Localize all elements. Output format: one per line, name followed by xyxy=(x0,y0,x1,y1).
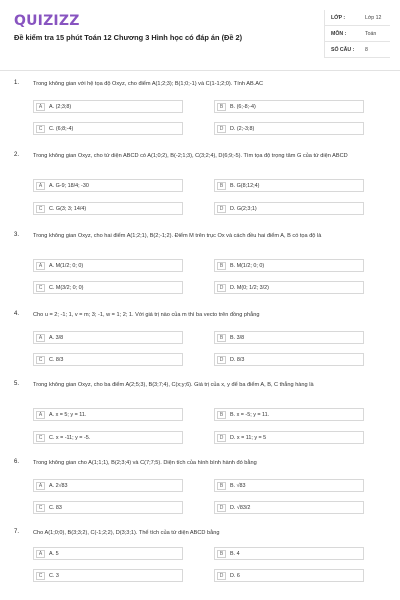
meta-box xyxy=(324,10,390,58)
option-text: B. G(8;12;4) xyxy=(230,183,260,189)
option-d[interactable] xyxy=(214,122,364,135)
option-b[interactable] xyxy=(214,547,364,560)
meta-value: Lớp 12 xyxy=(365,15,382,21)
option-b[interactable] xyxy=(214,179,364,192)
option-text: A. 3/8 xyxy=(49,335,64,341)
option-letter: A xyxy=(36,334,45,342)
option-d[interactable] xyxy=(214,569,364,582)
option-text: C. 3 xyxy=(49,573,59,579)
question-number: 5. xyxy=(14,381,20,387)
option-text: D. x = 11; y = 5 xyxy=(230,435,267,441)
option-letter: D xyxy=(217,572,226,580)
option-letter: B xyxy=(217,334,226,342)
option-text: A. M(1/2; 0; 0) xyxy=(49,263,84,269)
question-number: 4. xyxy=(14,311,20,317)
option-letter: C xyxy=(36,434,45,442)
option-text: D. √83/2 xyxy=(230,505,251,511)
quizizz-logo: QUIZIZZ xyxy=(14,13,80,29)
meta-label: SỐ CÂU : xyxy=(331,47,355,53)
option-b[interactable] xyxy=(214,408,364,421)
option-letter: B xyxy=(217,182,226,190)
option-text: A. G-9; 18/4; -30 xyxy=(49,183,89,189)
option-a[interactable] xyxy=(33,479,183,492)
question-number: 7. xyxy=(14,529,20,535)
option-text: D. M(0; 1/2; 3/2) xyxy=(230,285,269,291)
question-text: Trong không gian Oxyz, cho ba điểm A(2;5;3), B(3;7;4), C(x;y;6). Giá trị của x, y để ba điểm A, B, C thẳng hàng là xyxy=(33,382,314,388)
option-text: B. 4 xyxy=(230,551,240,557)
option-letter: D xyxy=(217,284,226,292)
option-a[interactable] xyxy=(33,259,183,272)
option-letter: A xyxy=(36,482,45,490)
option-a[interactable] xyxy=(33,547,183,560)
option-text: D. 8/3 xyxy=(230,357,245,363)
option-letter: B xyxy=(217,262,226,270)
header-divider xyxy=(0,70,400,71)
question-text: Trong không gian Oxyz, cho hai điểm A(1;2;1), B(2;-1;2). Điểm M trên trục Ox và cách đều hai điểm A, B có tọa độ là xyxy=(33,233,322,239)
document-title: Đề kiểm tra 15 phút Toán 12 Chương 3 Hình học có đáp án (Đề 2) xyxy=(14,33,243,42)
question-number: 2. xyxy=(14,152,20,158)
option-c[interactable] xyxy=(33,202,183,215)
meta-value: Toán xyxy=(365,31,377,37)
option-text: B. x = -5; y = 11. xyxy=(230,412,270,418)
question-number: 3. xyxy=(14,232,20,238)
option-text: C. 83 xyxy=(49,505,62,511)
option-d[interactable] xyxy=(214,353,364,366)
option-d[interactable] xyxy=(214,501,364,514)
option-c[interactable] xyxy=(33,431,183,444)
question-number: 1. xyxy=(14,80,20,86)
option-letter: A xyxy=(36,182,45,190)
option-c[interactable] xyxy=(33,569,183,582)
option-letter: C xyxy=(36,572,45,580)
option-text: C. G(3; 3; 14/4) xyxy=(49,206,87,212)
option-b[interactable] xyxy=(214,479,364,492)
option-text: A. 5 xyxy=(49,551,59,557)
option-d[interactable] xyxy=(214,431,364,444)
option-letter: A xyxy=(36,550,45,558)
option-letter: D xyxy=(217,434,226,442)
question-text: Cho u = 2; -1; 1, v = m; 3; -1, w = 1; 2; 1. Với giá trị nào của m thì ba vecto trên đồng phẳng xyxy=(33,312,260,318)
option-letter: B xyxy=(217,103,226,111)
option-b[interactable] xyxy=(214,331,364,344)
option-b[interactable] xyxy=(214,100,364,113)
option-letter: A xyxy=(36,103,45,111)
option-letter: B xyxy=(217,482,226,490)
question-text: Cho A(1;0;0), B(3;3;2), C(-1;2;2), D(3;3;1). Thể tích của tứ diện ABCD bằng xyxy=(33,530,220,536)
option-c[interactable] xyxy=(33,501,183,514)
question-text: Trong không gian với hệ tọa độ Oxyz, cho điểm A(1;2;3); B(1;0;-1) và C(1-1;2;0). Tính AB.AC xyxy=(33,81,264,87)
option-text: C. M(3/2; 0; 0) xyxy=(49,285,84,291)
option-a[interactable] xyxy=(33,331,183,344)
option-c[interactable] xyxy=(33,353,183,366)
question-text: Trong không gian Oxyz, cho tứ diện ABCD có A(1;0;2), B(-2;1;3), C(3;2;4), D(6;9;-5). Tìm tọa độ trọng tâm G của tứ diện ABCD xyxy=(33,153,348,159)
option-letter: C xyxy=(36,284,45,292)
option-text: D. (2;-3;8) xyxy=(230,126,255,132)
option-text: A. 2√83 xyxy=(49,483,68,489)
option-letter: D xyxy=(217,125,226,133)
option-text: B. √83 xyxy=(230,483,246,489)
meta-value: 8 xyxy=(365,47,368,53)
option-letter: D xyxy=(217,205,226,213)
option-letter: D xyxy=(217,356,226,364)
option-text: D. G(2;3;1) xyxy=(230,206,257,212)
option-letter: B xyxy=(217,411,226,419)
option-c[interactable] xyxy=(33,122,183,135)
header xyxy=(0,0,400,64)
question-text: Trong không gian cho A(1;1;1), B(2;3;4) và C(7;7;5). Diện tích của hình bình hành đó bằng xyxy=(33,460,257,466)
option-letter: A xyxy=(36,262,45,270)
option-letter: C xyxy=(36,504,45,512)
option-text: C. 8/3 xyxy=(49,357,64,363)
option-text: C. x = -11; y = -5. xyxy=(49,435,91,441)
meta-row-count xyxy=(325,42,390,58)
option-text: C. (6;8;-4) xyxy=(49,126,74,132)
option-text: A. (2;3;8) xyxy=(49,104,72,110)
meta-label: LỚP : xyxy=(331,15,346,21)
option-text: B. M(1/2; 0; 0) xyxy=(230,263,265,269)
option-letter: A xyxy=(36,411,45,419)
option-a[interactable] xyxy=(33,179,183,192)
option-letter: C xyxy=(36,125,45,133)
option-text: A. x = 5; y = 11. xyxy=(49,412,87,418)
option-b[interactable] xyxy=(214,259,364,272)
meta-row-class xyxy=(325,10,390,26)
option-letter: B xyxy=(217,550,226,558)
option-letter: D xyxy=(217,504,226,512)
option-text: B. (6;-8;-4) xyxy=(230,104,256,110)
option-d[interactable] xyxy=(214,281,364,294)
question-number: 6. xyxy=(14,459,20,465)
option-a[interactable] xyxy=(33,408,183,421)
option-letter: C xyxy=(36,356,45,364)
option-text: B. 3/8 xyxy=(230,335,245,341)
meta-row-subject xyxy=(325,26,390,42)
option-c[interactable] xyxy=(33,281,183,294)
option-a[interactable] xyxy=(33,100,183,113)
option-text: D. 6 xyxy=(230,573,240,579)
meta-label: MÔN : xyxy=(331,31,347,37)
option-d[interactable] xyxy=(214,202,364,215)
option-letter: C xyxy=(36,205,45,213)
